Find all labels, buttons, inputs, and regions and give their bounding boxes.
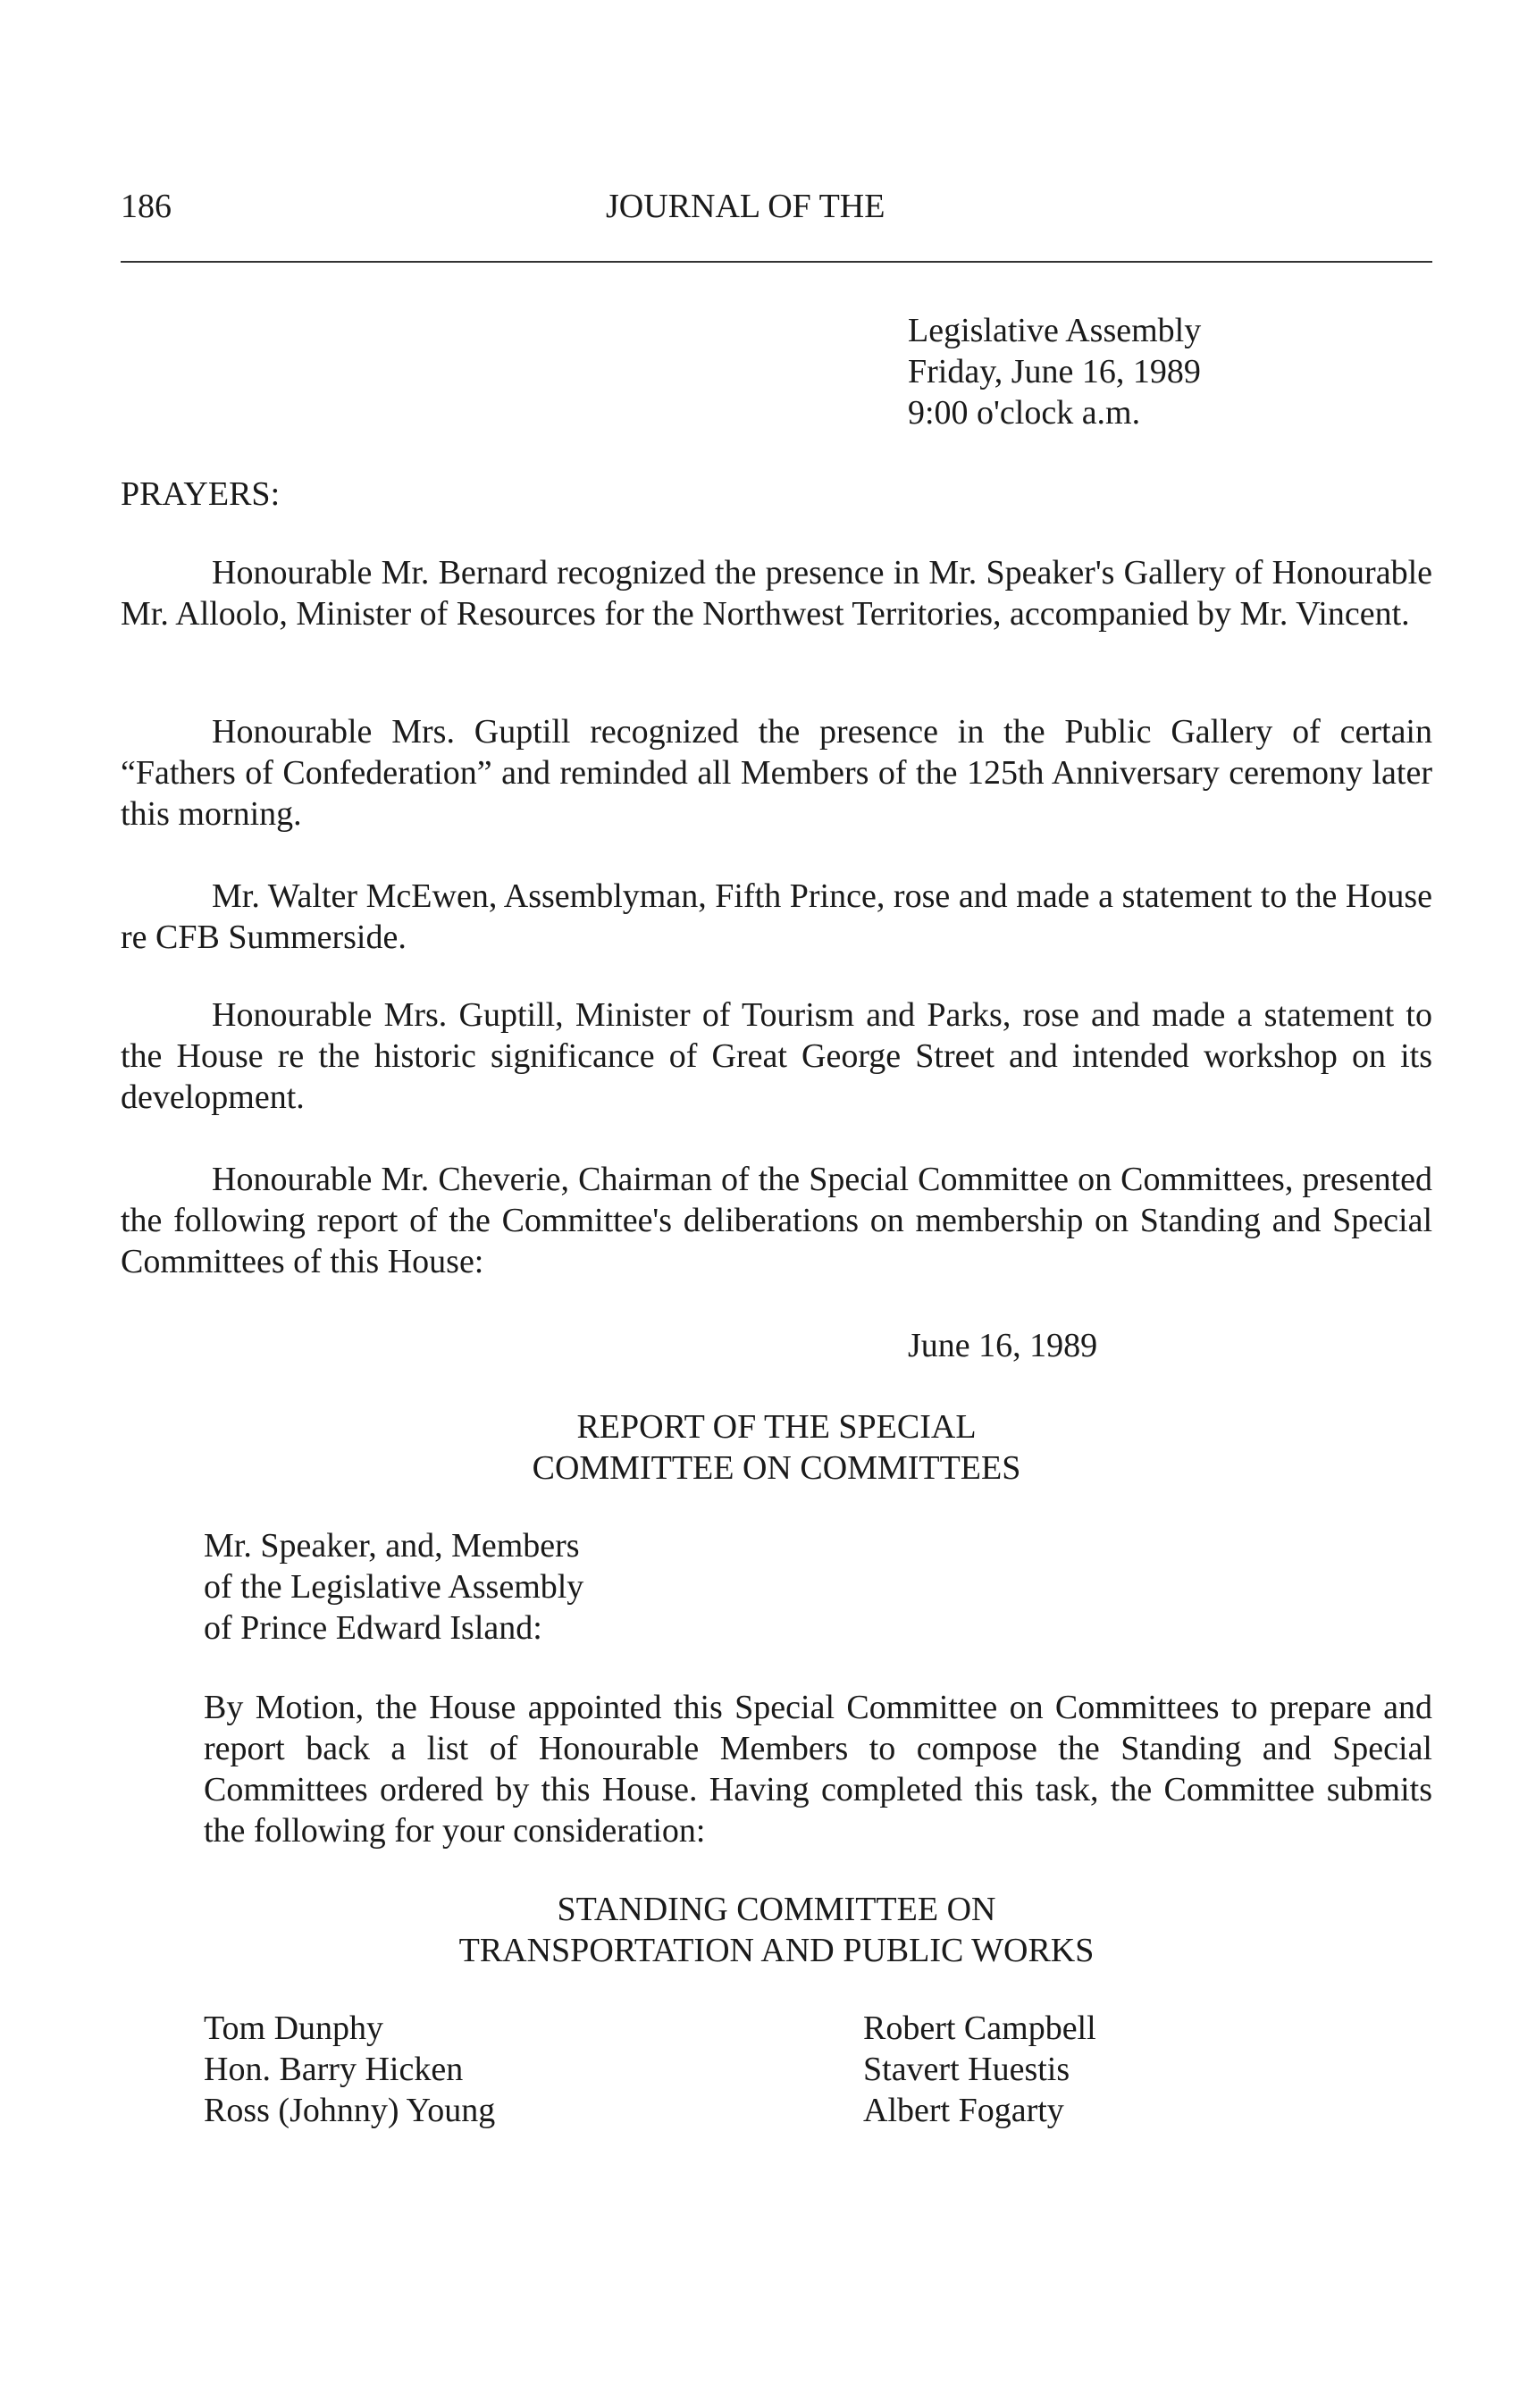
report-date: June 16, 1989 xyxy=(908,1327,1098,1364)
member-name: Hon. Barry Hicken xyxy=(204,2051,464,2088)
paragraph-1 xyxy=(121,552,1432,634)
paragraph-text: Honourable Mr. Bernard recognized the presence in Mr. Speaker's Gallery of Honourable Mr. Alloolo, Minister of Resources for the Northwest Territories, accompanied by Mr. Vincent. xyxy=(121,554,1432,633)
paragraph-text: Honourable Mrs. Guptill recognized the presence in the Public Gallery of certain “Fathers of Confederation” and reminded all Members of the 125th Anniversary ceremony later this morning. xyxy=(121,713,1432,833)
member-name: Tom Dunphy xyxy=(204,2009,384,2047)
report-body: By Motion, the House appointed this Special Committee on Committees to prepare and report back a list of Honourable Members to compose the Standing and Special Committees ordered by this House. Having completed this task, the Committee submits the following for your consideration: xyxy=(204,1689,1432,1850)
report-title-line2: COMMITTEE ON COMMITTEES xyxy=(532,1449,1021,1487)
salutation-line: of Prince Edward Island: xyxy=(204,1609,542,1647)
member-name: Albert Fogarty xyxy=(863,2092,1064,2129)
committee-members-right xyxy=(863,2008,1096,2131)
paragraph-text: Mr. Walter McEwen, Assemblyman, Fifth Prince, rose and made a statement to the House re CFB Summerside. xyxy=(121,877,1432,956)
dateline-time: 9:00 o'clock a.m. xyxy=(908,394,1141,432)
report-salutation xyxy=(204,1525,583,1649)
paragraph-2 xyxy=(121,711,1432,835)
paragraph-4 xyxy=(121,994,1432,1118)
member-name: Stavert Huestis xyxy=(863,2051,1070,2088)
running-title: JOURNAL OF THE xyxy=(606,188,885,225)
committee-title-line2: TRANSPORTATION AND PUBLIC WORKS xyxy=(458,1932,1095,1969)
salutation-line: of the Legislative Assembly xyxy=(204,1568,584,1606)
salutation-line: Mr. Speaker, and, Members xyxy=(204,1527,580,1565)
page-number: 186 xyxy=(121,188,172,225)
paragraph-3 xyxy=(121,876,1432,958)
member-name: Robert Campbell xyxy=(863,2009,1096,2047)
header-rule xyxy=(121,261,1432,263)
dateline xyxy=(908,310,1201,433)
paragraph-5 xyxy=(121,1159,1432,1282)
report-title-line1: REPORT OF THE SPECIAL xyxy=(576,1408,977,1446)
dateline-body: Legislative Assembly xyxy=(908,312,1202,349)
member-name: Ross (Johnny) Young xyxy=(204,2092,496,2129)
committee-members-left xyxy=(204,2008,495,2131)
prayers-heading: PRAYERS: xyxy=(121,475,281,513)
dateline-date: Friday, June 16, 1989 xyxy=(908,353,1201,390)
paragraph-text: Honourable Mrs. Guptill, Minister of Tourism and Parks, rose and made a statement to the House re the historic significance of Great George Street and intended workshop on its development. xyxy=(121,996,1432,1116)
paragraph-text: Honourable Mr. Cheverie, Chairman of the Special Committee on Committees, presented the following report of the Committee's deliberations on membership on Standing and Special Committees of this House: xyxy=(121,1161,1432,1280)
committee-title-line1: STANDING COMMITTEE ON xyxy=(557,1891,996,1928)
